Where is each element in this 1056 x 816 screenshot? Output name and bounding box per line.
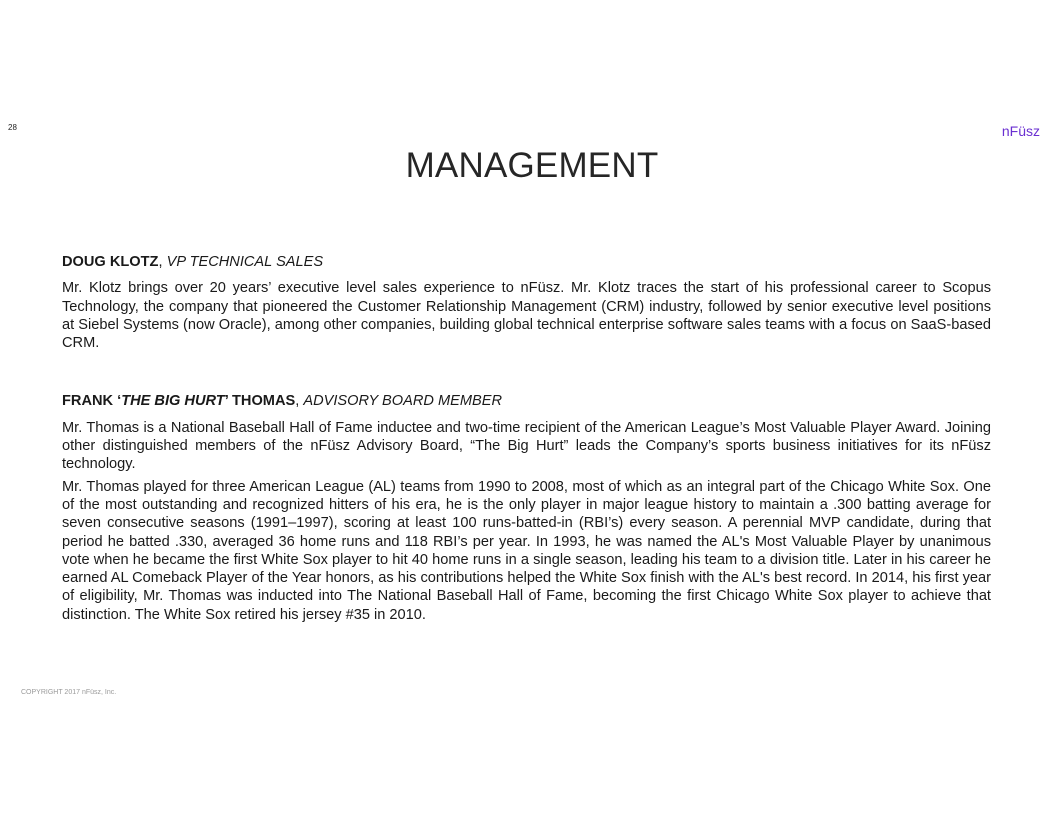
- person-heading: [62, 392, 991, 410]
- person-name: DOUG KLOTZ: [62, 254, 159, 270]
- person-nickname: THE BIG HURT: [121, 393, 225, 410]
- person-role: VP TECHNICAL SALES: [166, 254, 324, 270]
- person-role: ADVISORY BOARD MEMBER: [303, 393, 503, 410]
- name-role-separator: ,: [158, 254, 167, 270]
- name-role-separator: ,: [295, 393, 304, 410]
- page-title: MANAGEMENT: [405, 146, 659, 185]
- person-heading: [62, 253, 991, 271]
- brand-logo-text: nFüsz: [1001, 123, 1040, 139]
- copyright-notice: COPYRIGHT 2017 nFüsz, Inc.: [21, 689, 117, 696]
- person-doug-klotz: [62, 253, 991, 352]
- person-bio-paragraph: Mr. Klotz brings over 20 years’ executive level sales experience to nFüsz. Mr. Klotz traces the start of his professional career to Scopus Technology, the company that pioneered the Customer Relationship Management (CRM) industry, followed by senior executive level positions at Siebel Systems (now Oracle), among other companies, building global technical enterprise software sales teams with a focus on SaaS-based CRM.: [62, 280, 991, 352]
- page-number: 28: [8, 123, 17, 132]
- management-content: [62, 253, 991, 628]
- person-name-prefix: FRANK ‘: [62, 393, 122, 410]
- person-bio-paragraph: Mr. Thomas played for three American League (AL) teams from 1990 to 2008, most of which as an integral part of the Chicago White Sox. One of the most outstanding and recognized hitters of his era, he is the only player in major league history to maintain a .300 batting average for seven consecutive seasons (1991–1997), scoring at least 100 runs-batted-in (RBI’s) every season. A perennial MVP candidate, during that period he batted .330, averaged 36 home runs and 118 RBI’s per year. In 1993, he was named the AL's Most Valuable Player by unanimous vote when he became the first White Sox player to hit 40 home runs in a single season, leading his team to a division title. Later in his career he earned AL Comeback Player of the Year honors, as his contributions helped the White Sox finish with the AL's best record. In 2014, his first year of eligibility, Mr. Thomas was inducted into The National Baseball Hall of Fame, becoming the first Chicago White Sox player to achieve that distinction. The White Sox retired his jersey #35 in 2010.: [62, 478, 991, 623]
- person-name-suffix: ’ THOMAS: [224, 393, 296, 410]
- person-frank-thomas: [62, 392, 991, 624]
- person-bio-paragraph: Mr. Thomas is a National Baseball Hall of Fame inductee and two-time recipient of the American League’s Most Valuable Player Award. Joining other distinguished members of the nFüsz Advisory Board, “The Big Hurt” leads the Company’s sports business initiatives for its nFüsz technology.: [62, 419, 991, 473]
